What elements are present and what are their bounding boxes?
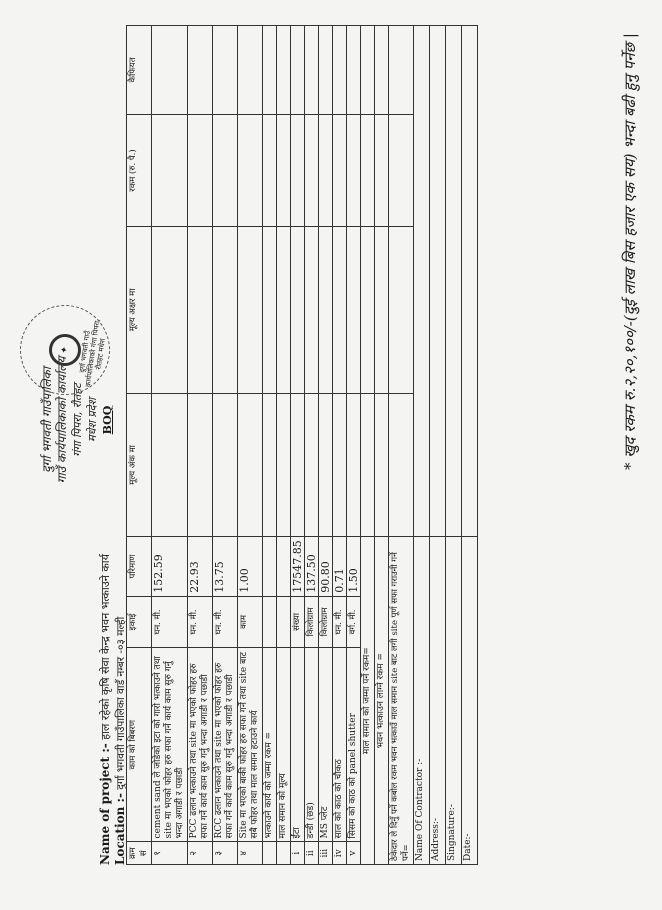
- contractor-row: [462, 26, 478, 865]
- salvage-sn: iv: [333, 842, 347, 865]
- rate-figure-cell: [238, 393, 263, 537]
- table-row: [277, 26, 291, 865]
- item-description: PCC ढलान भत्काउने तथा site मा भएको फोहर हरु सफा गर्ने कार्य काम सुरु गर्नु भन्दा अगाडी र पछाडी: [188, 648, 213, 842]
- office-name: गाउँ कार्यपालिकाको कार्यालय: [55, 356, 69, 484]
- seal-emblem-icon: ✦: [47, 332, 83, 368]
- item-unit: घन. मी.: [213, 596, 238, 647]
- project-name: हाल रहेको कृषि सेवा केन्द्र भवन भत्काउने कार्य: [99, 553, 112, 740]
- rate-words-cell: [238, 227, 263, 393]
- contractor-signature-label: Singnature:-: [446, 537, 462, 865]
- salvage-heading: माल समान को मूल्य: [277, 648, 291, 842]
- header-description: काम को बिबरण: [127, 648, 152, 842]
- rate-figure-cell: [152, 393, 188, 537]
- project-info: [98, 554, 128, 865]
- table-row: [319, 26, 333, 865]
- amount-cell: [188, 114, 213, 226]
- salvage-description: MS प्लेट: [319, 648, 333, 842]
- header-rate-figures: मूल्य अंक मा: [127, 393, 152, 537]
- province-name: मधेश प्रदेश: [86, 398, 99, 442]
- amount-cell: [213, 114, 238, 226]
- salvage-quantity: 1.50: [347, 537, 361, 597]
- contractor-row: [446, 26, 462, 865]
- table-row: [263, 26, 277, 865]
- item-description: RCC ढलान भत्काउने तथा site मा भएको फोहर हरु सफा गर्ने कार्य काम सुरु गर्नु भन्दा अगाडी र पछाडी: [213, 648, 238, 842]
- contractor-row: [430, 26, 446, 865]
- remarks-cell: [238, 26, 263, 115]
- location-value: दुर्गा भगवती गाउँपालिका वाडँ नम्बर -०३ मल्ही: [115, 616, 127, 790]
- table-row: [152, 26, 188, 865]
- salvage-unit: किलोग्राम: [305, 596, 319, 647]
- salvage-quantity: 90.80: [319, 537, 333, 597]
- item-sn: १: [152, 842, 188, 865]
- item-sn: २: [188, 842, 213, 865]
- item-quantity: 22.93: [188, 537, 213, 597]
- contractor-address-label: Address:-: [430, 537, 446, 865]
- item-description: cement sand ले जोडेको इटा को गारो भत्काउने तथा site मा भएको फोहर हरु सफा गर्ने कार्य काम सुरु गर्नु भन्दा अगाडी र पछाडी: [152, 648, 188, 842]
- salvage-unit: संख्या: [291, 596, 305, 647]
- salvage-quantity: 137.50: [305, 537, 319, 597]
- salvage-quantity: 17547.85: [291, 537, 305, 597]
- office-address: गंगा पिपरा, रौतहट: [71, 383, 84, 457]
- header-sn: क्रम सं: [127, 842, 152, 865]
- municipality-name: दुर्गा भगवती गाउँपालिका: [40, 367, 54, 473]
- location-label: Location :-: [113, 793, 127, 865]
- salvage-total-label: माल समान को जम्मा पर्ने रकम=: [361, 537, 375, 865]
- table-row: [347, 26, 361, 865]
- demolition-total-label: भत्काउने कार्य को जम्मा रकम =: [263, 648, 277, 842]
- salvage-sn: ii: [305, 842, 319, 865]
- salvage-unit: वर्ग. मी.: [347, 596, 361, 647]
- header-quantity: परिमाण: [127, 537, 152, 597]
- salvage-sn: v: [347, 842, 361, 865]
- item-unit: काम: [238, 596, 263, 647]
- contractor-name-label: Name Of Contractor :-: [414, 537, 430, 865]
- salvage-description: सिसम को काठ को panel shutter: [347, 648, 361, 842]
- amount-cell: [152, 114, 188, 226]
- salvage-description: साल को काठ को चौकठ: [333, 648, 347, 842]
- item-unit: घन. मी.: [188, 596, 213, 647]
- item-description: Site मा भएको बाकी फोहर हरु सफा गर्ने तथा site बाट सबै फोहर तथा माल समान हटाउने कार्य: [238, 648, 263, 842]
- table-row: [305, 26, 319, 865]
- table-row: [333, 26, 347, 865]
- item-quantity: 152.59: [152, 537, 188, 597]
- rate-words-cell: [213, 227, 238, 393]
- contractor-row: [414, 26, 430, 865]
- salvage-quantity: 0.71: [333, 537, 347, 597]
- salvage-description: डन्डी (छड): [305, 648, 319, 842]
- seal-text: दुर्गा भगवती गाउँ कार्यपालिकाको गंगा पिपरा, रौतहट मधेश: [78, 318, 107, 388]
- table-row: [238, 26, 263, 865]
- item-sn: ४: [238, 842, 263, 865]
- header-unit: इकाई: [127, 596, 152, 647]
- table-row: [361, 26, 375, 865]
- item-unit: घन. मी.: [152, 596, 188, 647]
- salvage-description: ईंटा: [291, 648, 305, 842]
- remarks-cell: [213, 26, 238, 115]
- item-quantity: 1.00: [238, 537, 263, 597]
- table-row: [375, 26, 389, 865]
- header-remarks: कैफियत: [127, 26, 152, 115]
- handwritten-note: * खुद रकम रु.२,२०,१००/-(दुई लाख बिस हजार एक सय) भन्दा बढी हुनु पर्नेछ |: [621, 33, 639, 470]
- salvage-sn: iii: [319, 842, 333, 865]
- remarks-cell: [152, 26, 188, 115]
- rate-figure-cell: [213, 393, 238, 537]
- table-header-row: [127, 26, 152, 865]
- amount-cell: [238, 114, 263, 226]
- rate-figure-cell: [188, 393, 213, 537]
- rate-words-cell: [188, 227, 213, 393]
- project-label: Name of project :-: [98, 743, 112, 865]
- rate-words-cell: [152, 227, 188, 393]
- boq-table: [126, 25, 478, 865]
- item-sn: ३: [213, 842, 238, 865]
- table-row: [188, 26, 213, 865]
- header-rate-words: मूल्य अक्षर मा: [127, 227, 152, 393]
- item-quantity: 13.75: [213, 537, 238, 597]
- header-amount: रकम (रु. पै.): [127, 114, 152, 226]
- table-row: [389, 26, 414, 865]
- contractor-bid-note: ठेकेदार ले दिनुँ पर्ने कबोल रकम भवन भत्काउँ माल समान site बाट लगी site पूर्ण सफा गराउनी गर्ने पर्ने=: [389, 537, 414, 865]
- table-row: [291, 26, 305, 865]
- table-row: [213, 26, 238, 865]
- remarks-cell: [188, 26, 213, 115]
- salvage-unit: किलोग्राम: [319, 596, 333, 647]
- salvage-unit: घन. मी.: [333, 596, 347, 647]
- net-amount-label: भवन भत्काउन लाग्ने रकम =: [375, 537, 389, 865]
- document-title: BOQ: [101, 405, 114, 435]
- contractor-date-label: Date:-: [462, 537, 478, 865]
- salvage-sn: i: [291, 842, 305, 865]
